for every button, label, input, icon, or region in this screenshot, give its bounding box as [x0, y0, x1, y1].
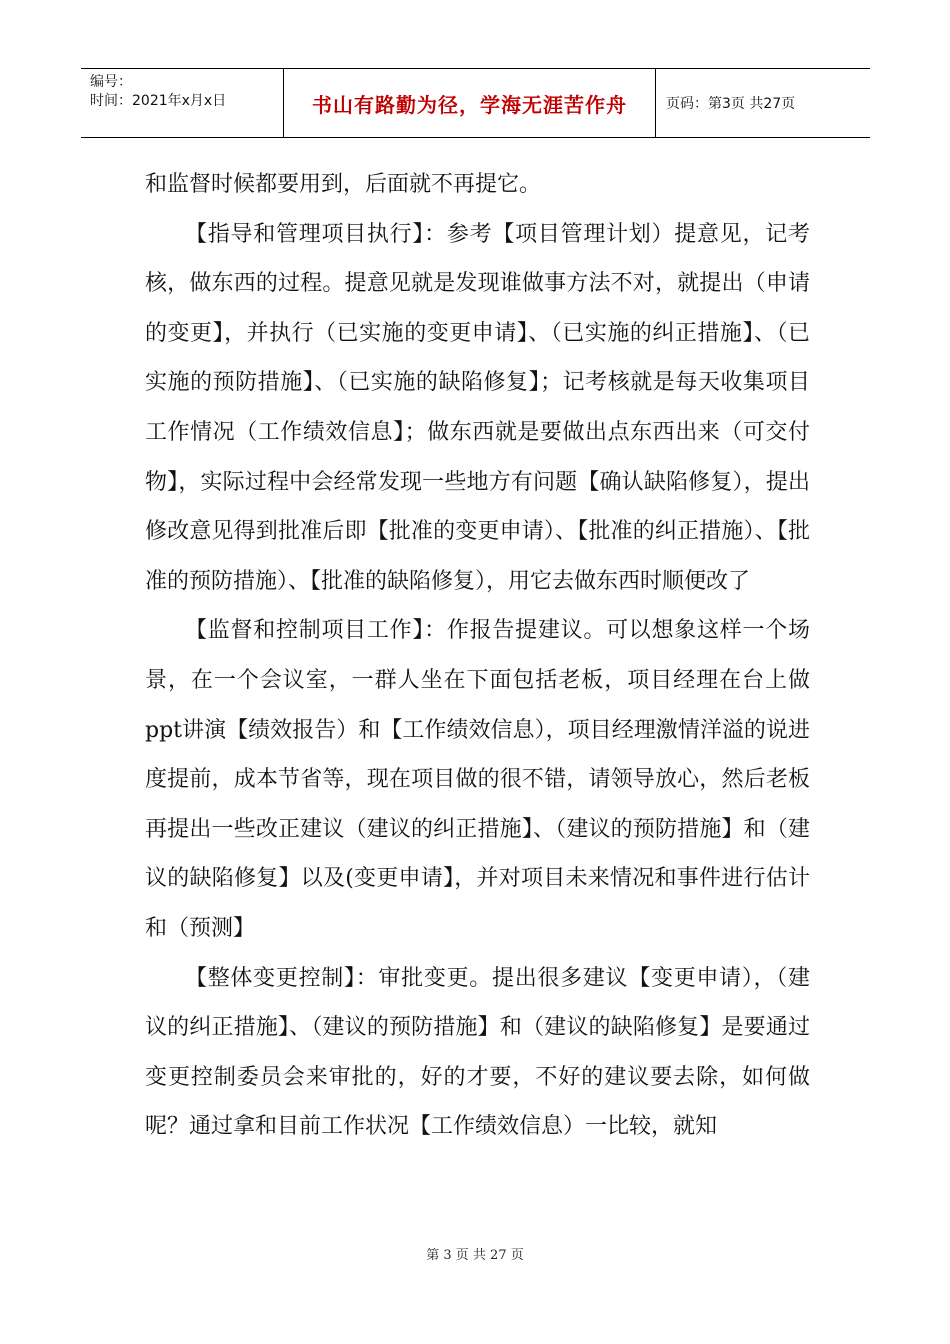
document-body: [145, 160, 810, 1152]
header-motto-cell: [283, 69, 656, 137]
paragraph-change-control: 【整体变更控制】：审批变更。提出很多建议【变更申请），（建议的纠正措施】、（建议的预防措施】和（建议的缺陷修复】是要通过变更控制委员会来审批的，好的才要，不好的建议要去除，如何做呢？通过拿和目前工作状况【工作绩效信息）一比较，就知: [145, 965, 810, 1140]
date-label: 时间：2021年x月x日: [90, 93, 227, 109]
page-footer: 第 3 页 共 27 页: [426, 1248, 524, 1263]
header-meta-cell: [81, 69, 283, 137]
paragraph-direct-manage: 【指导和管理项目执行】：参考【项目管理计划）提意见，记考核，做东西的过程。提意见就是发现谁做事方法不对，就提出（申请的变更】，并执行（已实施的变更申请】、（已实施的纠正措施】、（已实施的预防措施】、（已实施的缺陷修复】；记考核就是每天收集项目工作情况（工作绩效信息】；做东西就是要做出点东西出来（可交付物】，实际过程中会经常发现一些地方有问题【确认缺陷修复），提出修改意见得到批准后即【批准的变更申请）、【批准的纠正措施）、【批准的预防措施）、【批准的缺陷修复），用它去做东西时顺便改了: [145, 221, 810, 594]
paragraph-monitor-control: 【监督和控制项目工作】：作报告提建议。可以想象这样一个场景，在一个会议室，一群人坐在下面包括老板，项目经理在台上做ppt讲演【绩效报告）和【工作绩效信息），项目经理激情洋溢的说进度提前，成本节省等，现在项目做的很不错，请领导放心，然后老板再提出一些改正建议（建议的纠正措施】、（建议的预防措施】和（建议的缺陷修复】以及(变更申请】，并对项目未来情况和事件进行估计和（预测】: [145, 618, 810, 941]
page-header: [81, 68, 870, 138]
serial-number-label: 编号：: [90, 74, 132, 90]
header-page-cell: [656, 69, 870, 137]
page-info: 页码：第3页 共27页: [666, 96, 796, 112]
motto-text: 书山有路勤为径，学海无涯苦作舟: [312, 92, 627, 117]
paragraph-continuation: 和监督时候都要用到，后面就不再提它。: [145, 172, 542, 197]
